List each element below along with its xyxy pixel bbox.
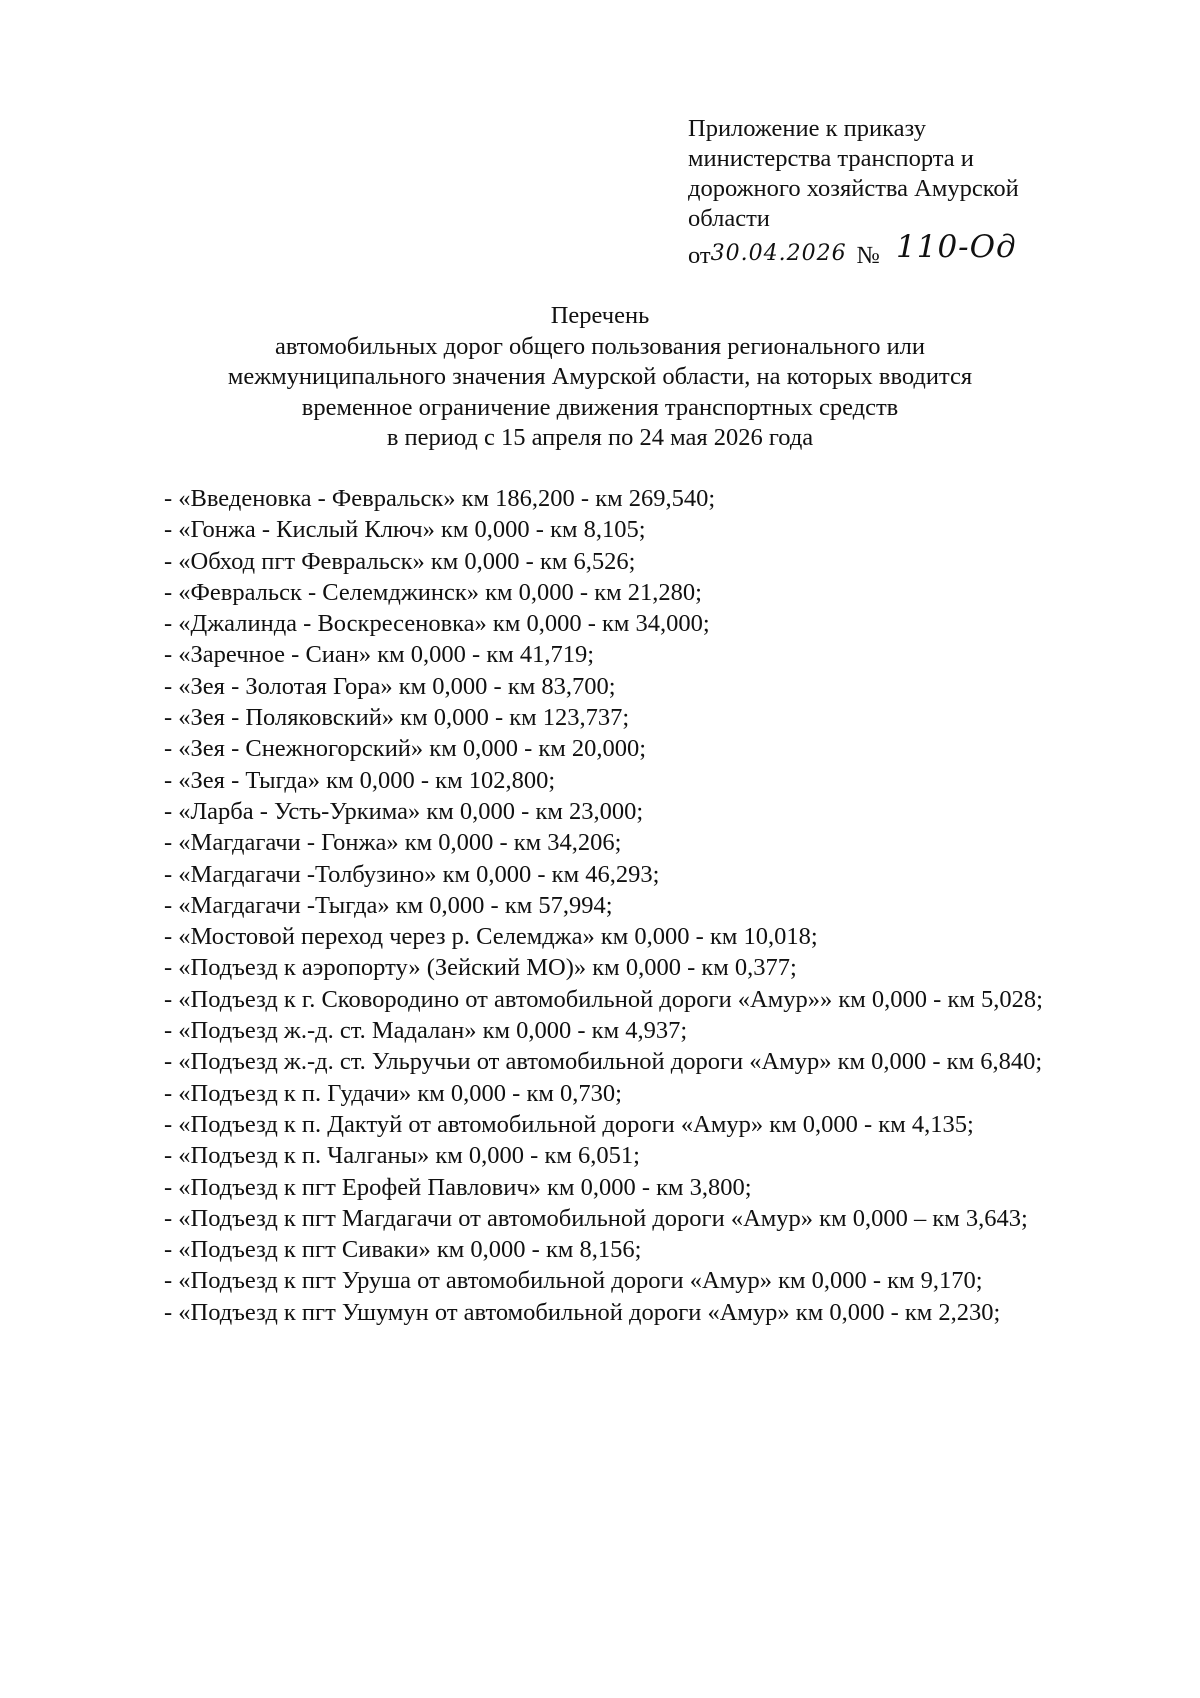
- road-item: - «Подъезд к пгт Уруша от автомобильной дороги «Амур» км 0,000 - км 9,170;: [164, 1267, 983, 1295]
- road-item: - «Подъезд к пгт Магдагачи от автомобильной дороги «Амур» км 0,000 – км 3,643;: [164, 1204, 1028, 1232]
- order-number-label: №: [856, 242, 880, 269]
- road-item: - «Джалинда - Воскресеновка» км 0,000 - км 34,000;: [164, 610, 710, 638]
- annex-header: [688, 114, 1108, 278]
- document-title: [90, 301, 1110, 454]
- road-item: - «Подъезд к п. Дактуй от автомобильной дороги «Амур» км 0,000 - км 4,135;: [164, 1110, 974, 1138]
- annex-line: дорожного хозяйства Амурской: [688, 175, 1019, 202]
- road-list: [94, 483, 1120, 1328]
- title-line: межмуниципального значения Амурской области, на которых вводится: [227, 363, 973, 390]
- handwritten-order-number: 110-Од: [896, 229, 1017, 265]
- title-line: временное ограничение движения транспортных средств: [301, 393, 899, 421]
- road-item: - «Подъезд к пгт Ерофей Павлович» км 0,000 - км 3,800;: [164, 1173, 752, 1201]
- road-item: - «Гонжа - Кислый Ключ» км 0,000 - км 8,105;: [164, 516, 646, 544]
- road-item: - «Подъезд к п. Гудачи» км 0,000 - км 0,730;: [164, 1079, 622, 1107]
- road-item: - «Магдагачи -Толбузино» км 0,000 - км 46,293;: [164, 860, 660, 888]
- road-item: - «Зея - Снежногорский» км 0,000 - км 20,000;: [164, 735, 647, 763]
- road-item: - «Подъезд к аэропорту» (Зейский МО)» км 0,000 - км 0,377;: [164, 954, 797, 982]
- road-item: - «Зея - Тыгда» км 0,000 - км 102,800;: [164, 766, 556, 794]
- title-line: автомобильных дорог общего пользования регионального или: [274, 332, 926, 360]
- road-item: - «Подъезд к г. Сковородино от автомобильной дороги «Амур»» км 0,000 - км 5,028;: [164, 985, 1043, 1013]
- road-item: - «Зея - Золотая Гора» км 0,000 - км 83,700;: [164, 672, 616, 700]
- road-item: - «Февральск - Селемджинск» км 0,000 - км 21,280;: [164, 578, 702, 606]
- order-from-label: от: [688, 242, 711, 269]
- road-item: - «Мостовой переход через р. Селемджа» км 0,000 - км 10,018;: [164, 923, 818, 951]
- road-item: - «Обход пгт Февральск» км 0,000 - км 6,526;: [164, 547, 636, 575]
- road-item: - «Заречное - Сиан» км 0,000 - км 41,719;: [164, 641, 595, 669]
- annex-line: министерства транспорта и: [688, 145, 974, 172]
- title-line: в период с 15 апреля по 24 мая 2026 года: [386, 424, 814, 451]
- title-heading: Перечень: [550, 302, 650, 329]
- road-item: - «Подъезд к пгт Ушумун от автомобильной дороги «Амур» км 0,000 - км 2,230;: [164, 1298, 1001, 1326]
- handwritten-order-date: 30.04.2026: [710, 241, 847, 266]
- road-item: - «Зея - Поляковский» км 0,000 - км 123,737;: [164, 704, 630, 732]
- order-reference: [688, 229, 1108, 278]
- road-item: - «Введеновка - Февральск» км 186,200 - км 269,540;: [164, 485, 716, 512]
- road-item: - «Ларба - Усть-Уркима» км 0,000 - км 23,000;: [164, 797, 644, 825]
- road-item: - «Подъезд ж.-д. ст. Ульручьи от автомобильной дороги «Амур» км 0,000 - км 6,840;: [164, 1048, 1043, 1076]
- road-item: - «Подъезд ж.-д. ст. Мадалан» км 0,000 - км 4,937;: [164, 1017, 688, 1045]
- road-item: - «Подъезд к п. Чалганы» км 0,000 - км 6,051;: [164, 1142, 640, 1170]
- road-item: - «Магдагачи - Гонжа» км 0,000 - км 34,206;: [164, 829, 622, 857]
- annex-line: области: [688, 205, 770, 232]
- road-item: - «Подъезд к пгт Сиваки» км 0,000 - км 8,156;: [164, 1236, 642, 1264]
- annex-line: Приложение к приказу: [688, 115, 926, 142]
- road-item: - «Магдагачи -Тыгда» км 0,000 - км 57,994;: [164, 891, 613, 919]
